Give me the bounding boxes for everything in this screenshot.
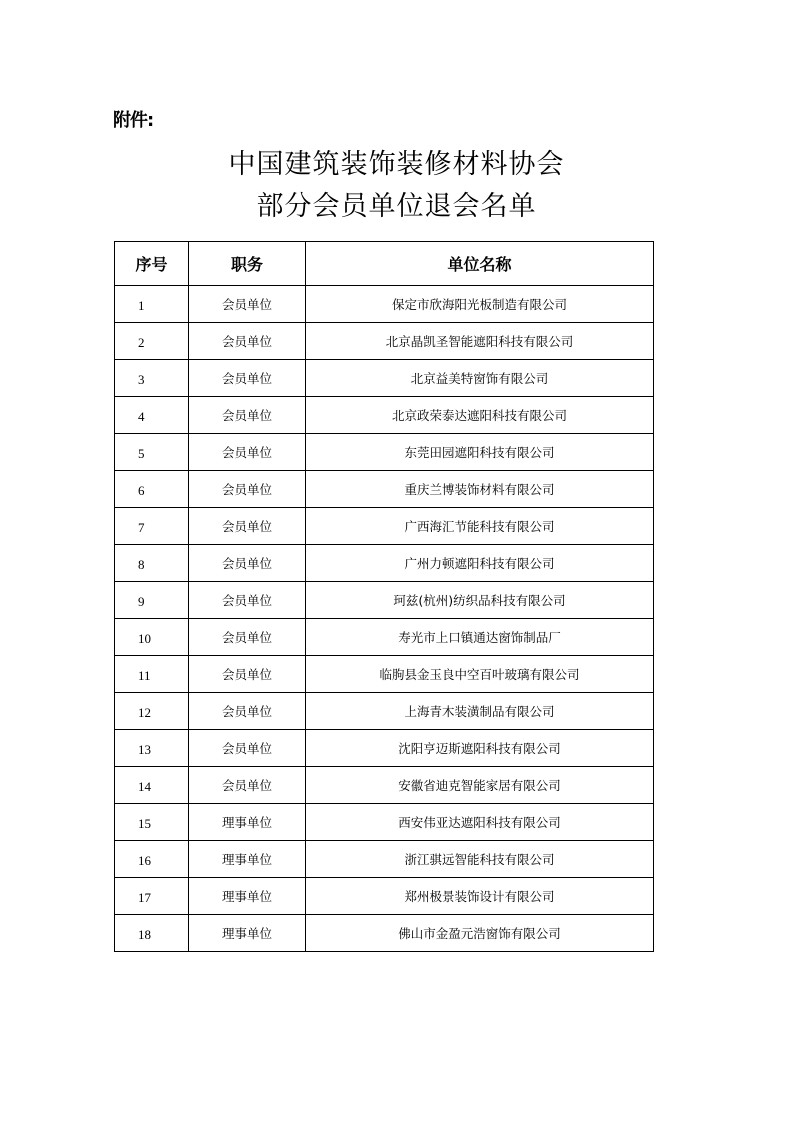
table-row	[115, 841, 654, 878]
cell-position: 会员单位	[189, 545, 306, 582]
cell-serial-number: 17	[115, 878, 189, 915]
cell-unit-name: 珂兹(杭州)纺织品科技有限公司	[306, 582, 654, 619]
table-row	[115, 471, 654, 508]
table-row	[115, 360, 654, 397]
cell-serial-number: 7	[115, 508, 189, 545]
document-title-line-2: 部分会员单位退会名单	[256, 191, 537, 222]
cell-unit-name: 广州力顿遮阳科技有限公司	[306, 545, 654, 582]
header-unit-name: 单位名称	[306, 242, 654, 286]
cell-serial-number: 14	[115, 767, 189, 804]
table-row	[115, 730, 654, 767]
cell-serial-number: 4	[115, 397, 189, 434]
cell-position: 会员单位	[189, 508, 306, 545]
attachment-label: 附件:	[113, 110, 154, 131]
cell-position: 会员单位	[189, 730, 306, 767]
cell-unit-name: 寿光市上口镇通达窗饰制品厂	[306, 619, 654, 656]
cell-position: 理事单位	[189, 804, 306, 841]
cell-position: 会员单位	[189, 656, 306, 693]
cell-serial-number: 9	[115, 582, 189, 619]
cell-position: 会员单位	[189, 323, 306, 360]
table-row	[115, 915, 654, 952]
cell-serial-number: 2	[115, 323, 189, 360]
table-row	[115, 804, 654, 841]
cell-serial-number: 16	[115, 841, 189, 878]
document-title-line-1: 中国建筑装饰装修材料协会	[228, 149, 565, 180]
cell-unit-name: 保定市欣海阳光板制造有限公司	[306, 286, 654, 323]
cell-serial-number: 6	[115, 471, 189, 508]
cell-position: 会员单位	[189, 693, 306, 730]
table-row	[115, 767, 654, 804]
table-row	[115, 656, 654, 693]
cell-position: 会员单位	[189, 582, 306, 619]
table-row	[115, 508, 654, 545]
cell-unit-name: 上海青木装潢制品有限公司	[306, 693, 654, 730]
cell-unit-name: 浙江骐远智能科技有限公司	[306, 841, 654, 878]
cell-position: 会员单位	[189, 397, 306, 434]
header-position: 职务	[189, 242, 306, 286]
cell-unit-name: 重庆兰博装饰材料有限公司	[306, 471, 654, 508]
table-row	[115, 286, 654, 323]
table-row	[115, 878, 654, 915]
cell-serial-number: 11	[115, 656, 189, 693]
header-serial-number: 序号	[115, 242, 189, 286]
cell-serial-number: 15	[115, 804, 189, 841]
cell-unit-name: 北京晶凯圣智能遮阳科技有限公司	[306, 323, 654, 360]
table-row	[115, 434, 654, 471]
cell-position: 会员单位	[189, 619, 306, 656]
cell-unit-name: 郑州极景装饰设计有限公司	[306, 878, 654, 915]
cell-serial-number: 5	[115, 434, 189, 471]
cell-serial-number: 13	[115, 730, 189, 767]
cell-serial-number: 12	[115, 693, 189, 730]
withdrawal-list-table	[114, 241, 654, 952]
cell-unit-name: 北京政荣泰达遮阳科技有限公司	[306, 397, 654, 434]
table-row	[115, 582, 654, 619]
cell-position: 理事单位	[189, 915, 306, 952]
cell-position: 会员单位	[189, 360, 306, 397]
cell-position: 理事单位	[189, 841, 306, 878]
cell-unit-name: 西安伟亚达遮阳科技有限公司	[306, 804, 654, 841]
table-row	[115, 323, 654, 360]
cell-unit-name: 临朐县金玉良中空百叶玻璃有限公司	[306, 656, 654, 693]
cell-position: 理事单位	[189, 878, 306, 915]
cell-unit-name: 北京益美特窗饰有限公司	[306, 360, 654, 397]
cell-serial-number: 18	[115, 915, 189, 952]
cell-position: 会员单位	[189, 767, 306, 804]
cell-unit-name: 佛山市金盈元浩窗饰有限公司	[306, 915, 654, 952]
cell-serial-number: 8	[115, 545, 189, 582]
cell-position: 会员单位	[189, 286, 306, 323]
cell-unit-name: 安徽省迪克智能家居有限公司	[306, 767, 654, 804]
cell-serial-number: 10	[115, 619, 189, 656]
table-row	[115, 619, 654, 656]
table-row	[115, 693, 654, 730]
cell-unit-name: 沈阳亨迈斯遮阳科技有限公司	[306, 730, 654, 767]
cell-serial-number: 1	[115, 286, 189, 323]
table-row	[115, 397, 654, 434]
table-row	[115, 545, 654, 582]
cell-position: 会员单位	[189, 434, 306, 471]
cell-position: 会员单位	[189, 471, 306, 508]
cell-unit-name: 广西海汇节能科技有限公司	[306, 508, 654, 545]
table-header-row	[115, 242, 654, 286]
cell-unit-name: 东莞田园遮阳科技有限公司	[306, 434, 654, 471]
cell-serial-number: 3	[115, 360, 189, 397]
